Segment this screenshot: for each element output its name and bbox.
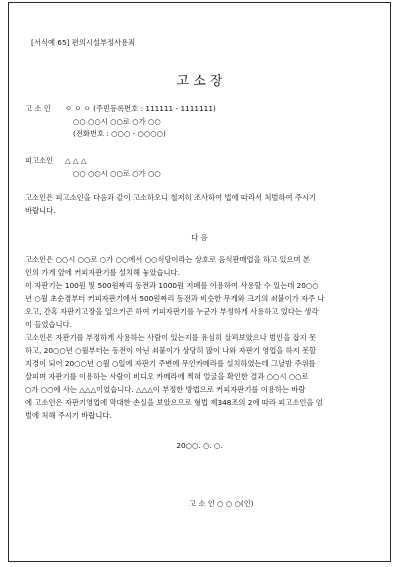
body-line: 에 고소인은 자판기영업에 막대한 손실을 보았으므로 형법 제348조의 2에 따라 피고소인을 엄 — [25, 398, 323, 407]
body-line: 고소인은 자판기를 부정하게 사용하는 사람이 있는지를 유심히 살펴보았으나 범인을 잡지 못 — [25, 333, 317, 342]
document-title: 고 소 장 — [176, 74, 223, 89]
body-text — [25, 253, 375, 422]
signature-line: 고 소 인 ○ ○ ○(인) — [189, 499, 254, 508]
section-heading: 다 음 — [191, 233, 208, 242]
intro-line: 고소인은 피고소인을 다음과 같이 고소하오니 철저히 조사하여 법에 따라서 처벌하여 주시기 — [25, 193, 317, 202]
body-line: 하고, 20○○년 ○월부터는 동전이 아닌 쇠붙이가 상당히 많이 나와 자판기 영업을 하지 못할 — [25, 346, 317, 355]
body-line: 오고, 간혹 자판기고장을 일으키곤 하여 커피자판기를 누군가 부정하게 사용하고 있다는 생각 — [25, 307, 319, 316]
document-page — [8, 2, 391, 562]
accused-address: ○○ ○○시 ○○로 ○가 ○○ — [73, 169, 161, 178]
document-date: 20○○. ○. ○. — [176, 441, 223, 450]
intro-line: 바랍니다. — [25, 206, 56, 215]
body-line: ○가 ○○에 사는 △△△이었습니다. △△△이 부정한 방법으로 커피자판기를 이용하는 바람 — [25, 385, 306, 394]
body-line: 인의 가게 앞에 커피자판기를 설치해 놓았습니다. — [25, 268, 180, 277]
body-line: 벌에 처해 주시기 바랍니다. — [25, 411, 112, 420]
accused-label: 피고소인 — [25, 156, 54, 165]
body-line: 살피며 자판기를 이용하는 사람이 비디오 카메라에 찍혀 얼굴을 확인한 결과 ○○시 ○○로 — [25, 372, 309, 381]
accused-name: △ △ △ — [65, 156, 87, 165]
complainant-label: 고 소 인 — [25, 104, 51, 113]
complainant-name: ㅇ ㅇ ㅇ (주민등록번호 : 111111 - 1111111) — [65, 104, 216, 113]
intro-paragraph — [25, 191, 375, 217]
body-line: 이 자판기는 100원 및 500원짜리 동전과 1000원 지폐를 이용하여 사용할 수 있는데 20○○ — [25, 281, 319, 290]
body-line: 이 들었습니다. — [25, 320, 72, 329]
body-line: 지경이 되어 20○○년 ○월 ○일에 자판기 주변에 무인카메라를 설치하였는데 그날밤 주위를 — [25, 359, 316, 368]
body-line: 고소인은 ○○시 ○○로 ○가 ○○에서 ○○식당이라는 상호로 음식판매업을 하고 있으며 본 — [25, 255, 310, 264]
complainant-phone: (전화번호 : ○○○ - ○○○○) — [73, 129, 166, 138]
form-label: [서식예 65] 편의시설부정사용죄 — [31, 38, 136, 47]
body-line: 년 ○월 초순경부터 커피자판기에서 500원짜리 동전과 비슷한 무게와 크기의 쇠붙이가 자주 나 — [25, 294, 325, 303]
complainant-address: ○○ ○○시 ○○로 ○가 ○○ — [73, 117, 161, 126]
